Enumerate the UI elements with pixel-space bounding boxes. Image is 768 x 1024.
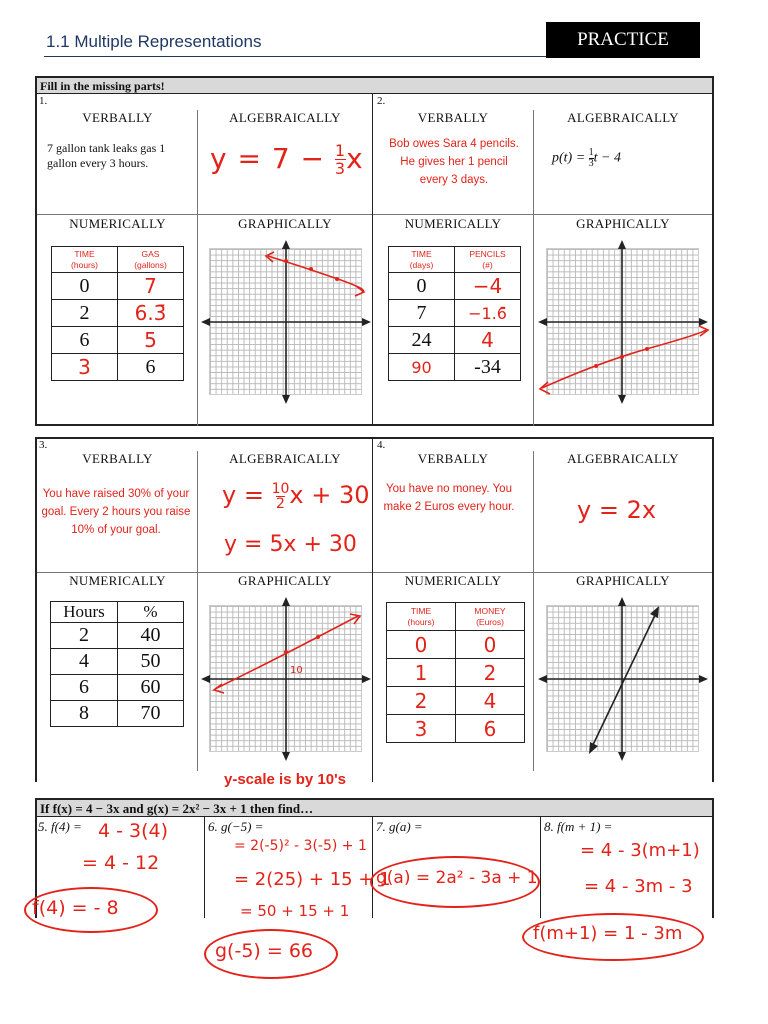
q8-label: 8. f(m + 1) = — [544, 819, 613, 834]
p1-graphically-label: GRAPHICALLY — [238, 216, 332, 231]
p3-scale-note: y-scale is by 10's — [224, 771, 346, 788]
p2-algebraic-right: t − 4 — [593, 150, 622, 166]
p1-cell: 7 — [118, 273, 184, 300]
p4-numerically-label: NUMERICALLY — [404, 573, 502, 588]
q6-answer: g(-5) = 66 — [215, 940, 314, 962]
p1-numerically-label: NUMERICALLY — [69, 216, 166, 231]
p2-cell: 0 — [389, 273, 455, 300]
p4-graphically-label: GRAPHICALLY — [576, 573, 670, 588]
q6-work-3: = 50 + 15 + 1 — [240, 902, 350, 920]
q5-label: 5. f(4) = — [38, 819, 82, 834]
q7-answer: g(a) = 2a² - 3a + 1 — [376, 868, 538, 888]
p2-cell: 7 — [389, 300, 455, 327]
q6-work-2: = 2(25) + 15 + 1 — [234, 869, 391, 890]
p4-cell: 3 — [387, 715, 456, 743]
p2-fraction: 1 3 — [588, 147, 594, 169]
problem1-number: 1. — [39, 95, 48, 107]
problem2-number: 2. — [377, 95, 386, 107]
p3-verbally-label: VERBALLY — [82, 451, 153, 466]
q5-answer: f(4) = - 8 — [32, 897, 119, 919]
p2-numerically-label: NUMERICALLY — [404, 216, 502, 231]
q5-work-2: = 4 - 12 — [82, 852, 160, 874]
practice-badge-label: PRACTICE — [577, 29, 669, 50]
section3-prompt: If f(x) = 4 − 3x and g(x) = 2x² − 3x + 1 then find… — [37, 800, 712, 817]
p2-table-header-2: PENCILS (#) — [455, 247, 521, 273]
p1-table-header-1: TIME (hours) — [52, 247, 118, 273]
q5-work-1: 4 - 3(4) — [98, 820, 169, 842]
q6-label: 6. g(−5) = — [208, 819, 264, 834]
p1-algebraic-handwritten: y = 7 − 1 3x — [210, 141, 364, 178]
problem3-number: 3. — [39, 439, 48, 451]
p4-algebraically-label: ALGEBRAICALLY — [567, 451, 679, 466]
section1-instructions: Fill in the missing parts! — [37, 78, 712, 94]
p1-cell: 6.3̄ — [118, 300, 184, 327]
q8-work-1: = 4 - 3(m+1) — [580, 840, 700, 861]
p4-table-header-2: MONEY (Euros) — [456, 603, 525, 631]
p4-algebraic-hw: y = 2x — [577, 496, 657, 524]
p1-cell: 3 — [52, 354, 118, 381]
p3-table-header-2: % — [118, 602, 184, 623]
p2-graphically-label: GRAPHICALLY — [576, 216, 670, 231]
section3-divider-2 — [372, 817, 373, 918]
p2-verbally-label: VERBALLY — [417, 110, 489, 125]
p2-cell: -34 — [455, 354, 521, 381]
p1-cell: 2 — [52, 300, 118, 327]
p3-numerically-label: NUMERICALLY — [69, 573, 166, 588]
p3-cell: 4 — [51, 649, 118, 675]
p3-algebraic-hw-2: y = 5x + 30 — [224, 532, 357, 557]
p1-cell: 6 — [118, 354, 184, 381]
p3-cell: 8 — [51, 701, 118, 727]
q7-label: 7. g(a) = — [376, 819, 423, 834]
p3-verbal-text: You have raised 30% of your goal. Every 2 hours you raise 10% of your goal. — [41, 488, 191, 536]
p4-cell: 4 — [456, 687, 525, 715]
p4-verbal-text: You have no money. You make 2 Euros every hour. — [383, 483, 515, 513]
p3-cell: 70 — [118, 701, 184, 727]
p1-algebraic-text: y = 7 − — [210, 142, 326, 175]
p3-hw-y: y = — [222, 481, 264, 509]
p2-cell: 24 — [389, 327, 455, 354]
section3-divider-3 — [540, 817, 541, 918]
p1-cell: 5 — [118, 327, 184, 354]
p4-cell: 2 — [456, 659, 525, 687]
p3-graphically-label: GRAPHICALLY — [238, 573, 332, 588]
p1-fraction: 1 3 — [334, 141, 347, 178]
p2-cell: −4 — [455, 273, 521, 300]
p2-table-header-1: TIME (days) — [389, 247, 455, 273]
p3-hw-fraction: 10 2 — [271, 480, 290, 512]
p3-cell: 60 — [118, 675, 184, 701]
p4-verbally-label: VERBALLY — [417, 451, 489, 466]
p3-cell: 40 — [118, 623, 184, 649]
p1-cell: 0 — [52, 273, 118, 300]
p2-verbal-text: Bob owes Sara 4 pencils. He gives her 1 pencil every 3 days. — [389, 138, 519, 186]
p4-cell: 6 — [456, 715, 525, 743]
p1-cell: 6 — [52, 327, 118, 354]
p3-cell: 50 — [118, 649, 184, 675]
p4-cell: 2 — [387, 687, 456, 715]
p3-cell: 2 — [51, 623, 118, 649]
p4-cell: 0 — [456, 631, 525, 659]
p1-algebraically-label: ALGEBRAICALLY — [229, 110, 341, 125]
page-title: 1.1 Multiple Representations — [46, 32, 262, 51]
q6-work-1: = 2(-5)² - 3(-5) + 1 — [234, 838, 367, 854]
p2-cell: 4 — [455, 327, 521, 354]
p2-cell: 90 — [389, 354, 455, 381]
p1-verbal-text: 7 gallon tank leaks gas 1 gallon every 3 hours. — [47, 141, 166, 170]
p3-cell: 6 — [51, 675, 118, 701]
p2-algebraic-left: p(t) = — [552, 150, 586, 166]
q8-answer: f(m+1) = 1 - 3m — [533, 923, 683, 944]
problem4-number: 4. — [377, 439, 386, 451]
p3-graph-label: 10 — [290, 665, 303, 676]
p3-table-header-1: Hours — [51, 602, 118, 623]
p3-hw-rest: x + 30 — [289, 481, 370, 509]
p4-table-header-1: TIME (hours) — [387, 603, 456, 631]
p2-cell: −1.6̄ — [455, 300, 521, 327]
p1-table-header-2: GAS (gallons) — [118, 247, 184, 273]
section3-divider-1 — [204, 817, 205, 918]
p1-verbally-label: VERBALLY — [82, 110, 153, 125]
p3-algebraically-label: ALGEBRAICALLY — [229, 451, 341, 466]
p4-cell: 0 — [387, 631, 456, 659]
p2-algebraically-label: ALGEBRAICALLY — [567, 110, 679, 125]
p4-cell: 1 — [387, 659, 456, 687]
q8-work-2: = 4 - 3m - 3 — [584, 876, 693, 897]
